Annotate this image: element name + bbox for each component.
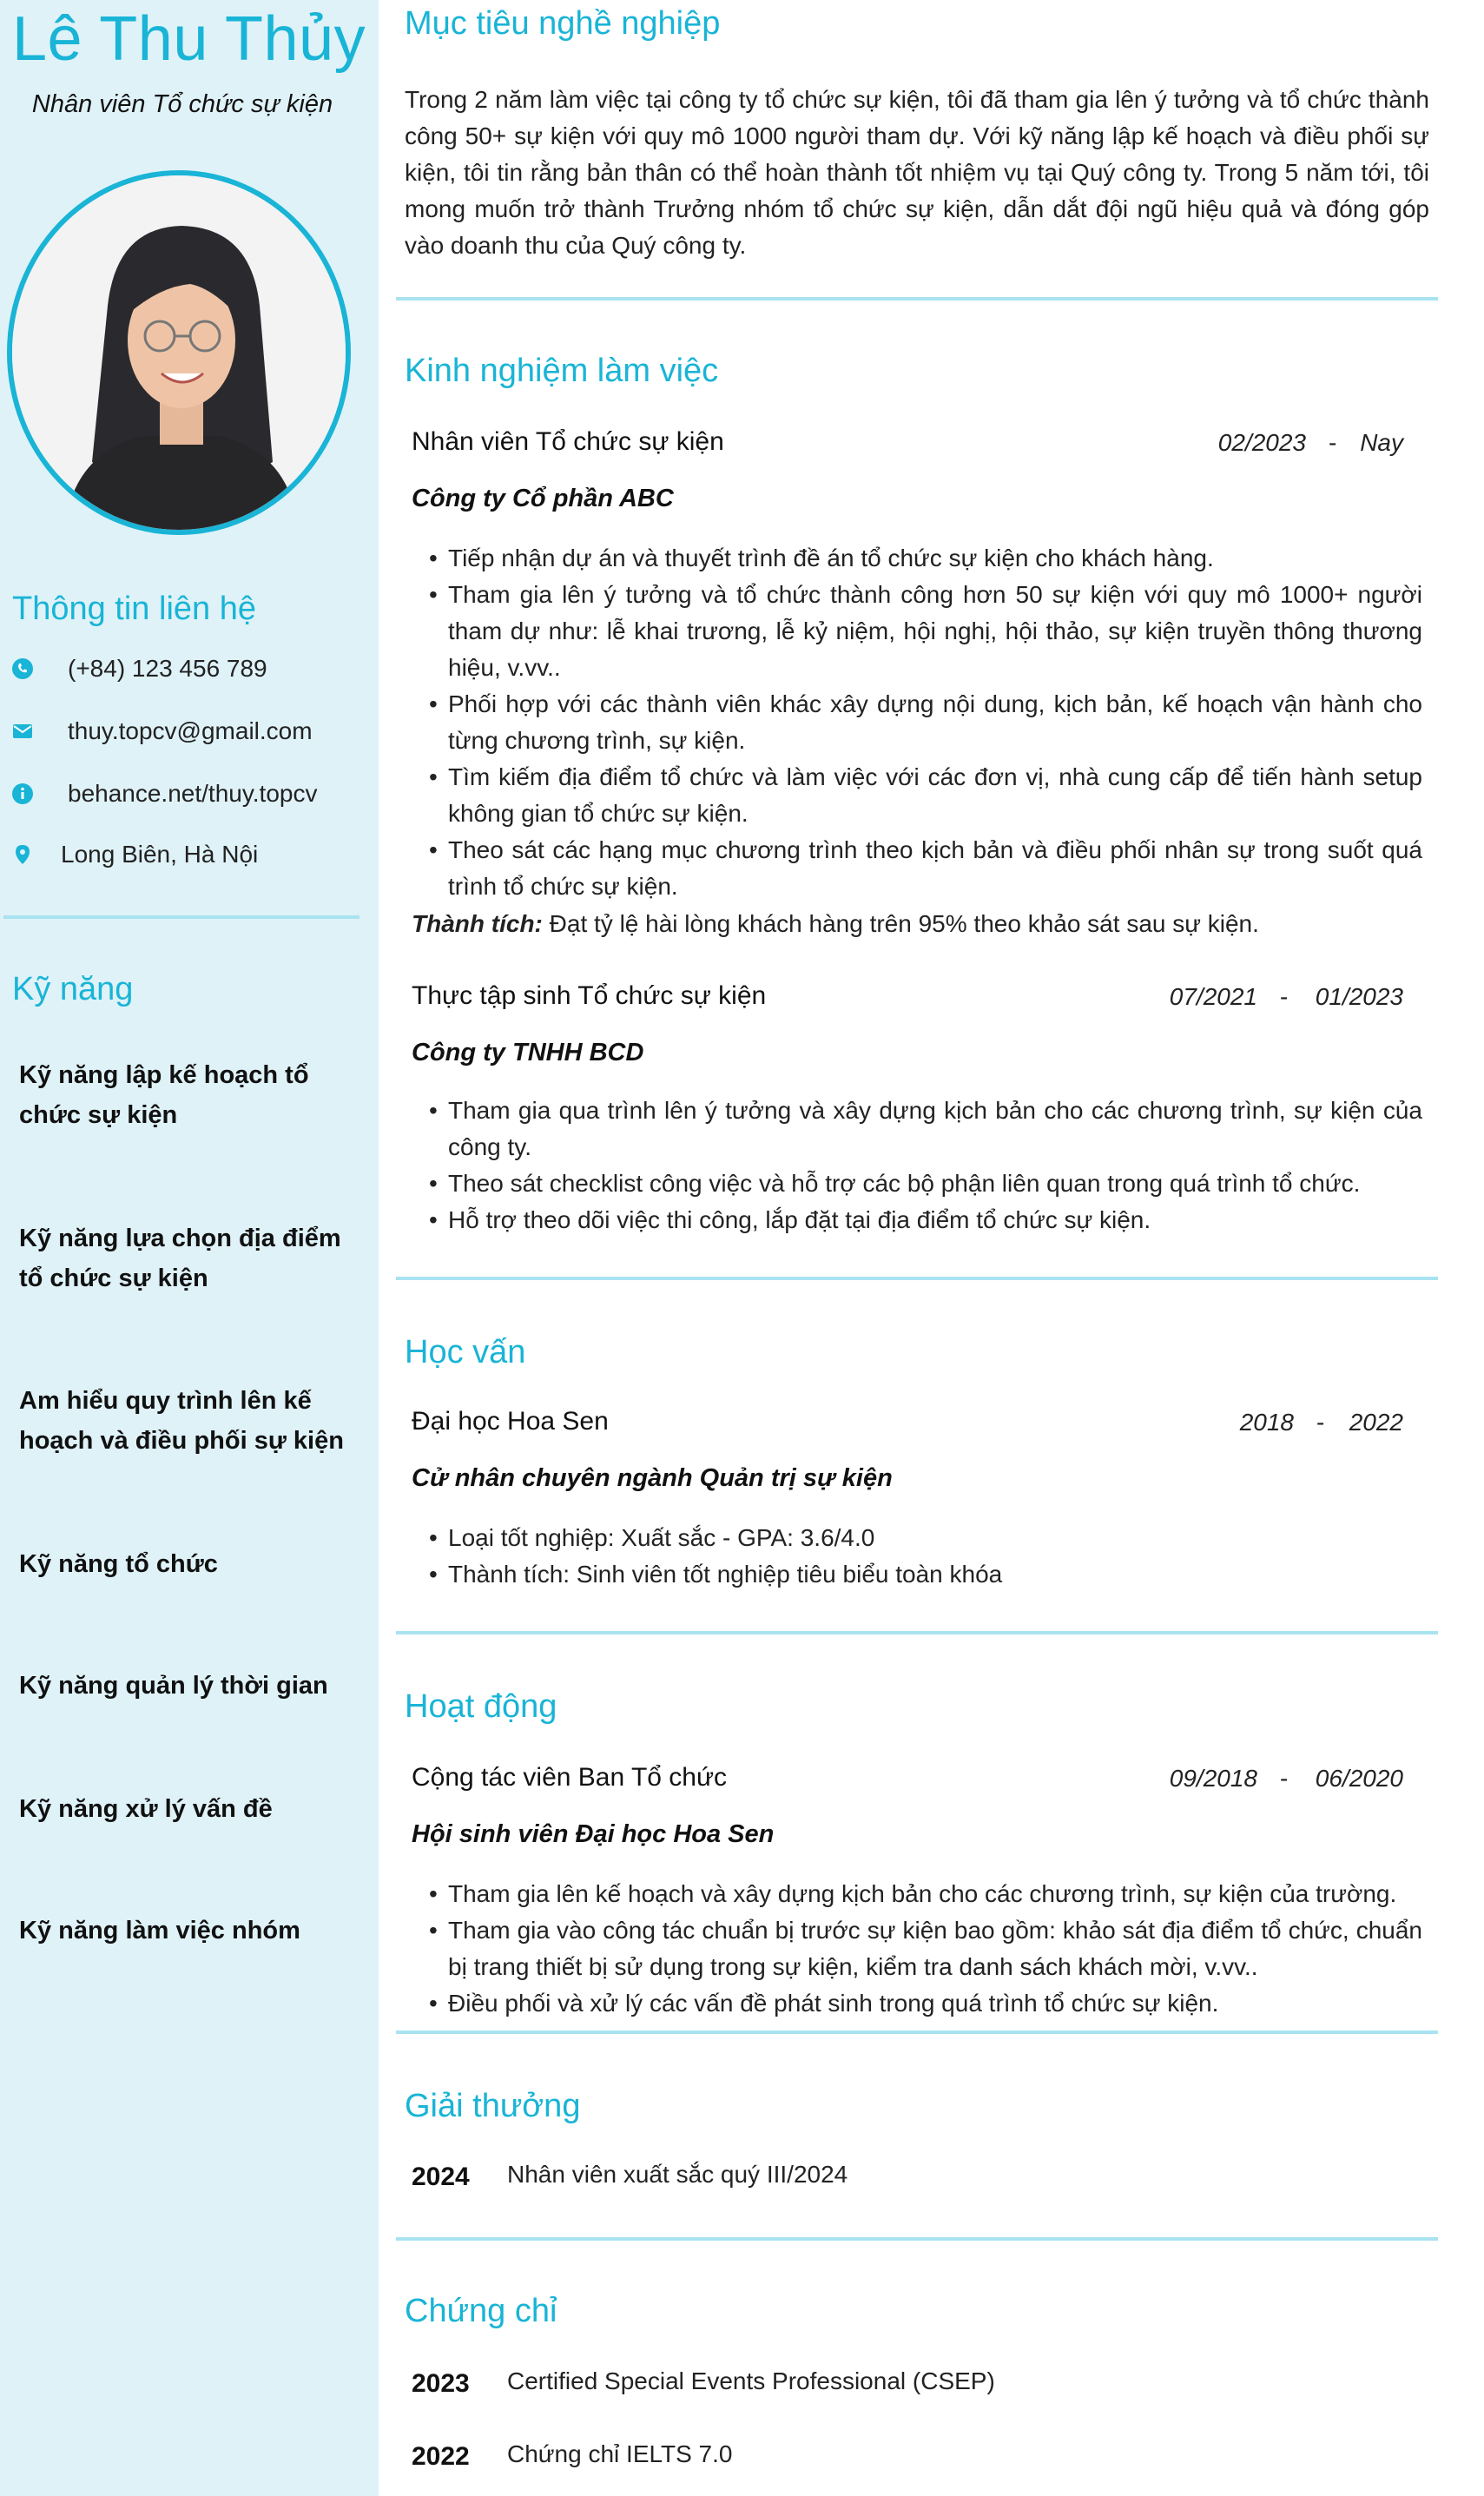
education-bullets [425, 1520, 1422, 1593]
certificate-text: Certified Special Events Professional (CSEP) [507, 2367, 995, 2394]
list-item: • Tìm kiếm địa điểm tổ chức và làm việc với các đơn vị, nhà cung cấp để tiến hành setup không gian tổ chức sự kiện. [425, 759, 1422, 832]
skill-item: Kỹ năng lập kế hoạch tổ chức sự kiện [19, 1061, 309, 1129]
email-icon [12, 721, 33, 742]
section-divider [396, 1277, 1438, 1280]
sidebar-divider [3, 915, 359, 919]
contact-heading: Thông tin liên hệ [12, 591, 256, 627]
list-item: • Tham gia lên ý tưởng và tổ chức thành công hơn 50 sự kiện với quy mô 1000+ người tham dự như: lễ khai trương, lễ kỷ niệm, hội nghị, hội thảo, sự kiện truyền thông thương hiệu, v.vv.. [425, 577, 1422, 686]
job-start-date: 02/2023 [1217, 429, 1306, 456]
contact-website[interactable] [12, 776, 368, 811]
job-title: Nhân viên Tổ chức sự kiện [412, 427, 724, 456]
objective-text: Trong 2 năm làm việc tại công ty tổ chức sự kiện, tôi đã tham gia lên ý tưởng và tổ chức thành công 50+ sự kiện với quy mô 1000 người tham dự. Với kỹ năng lập kế hoạch và điều phối sự kiện, tôi tin rằng bản thân có thể hoàn thành tốt nhiệm vụ tại Quý công ty. Trong 5 năm tới, tôi mong muốn trở thành Trưởng nhóm tổ chức sự kiện, dẫn dắt đội ngũ hiệu quả và đóng góp vào doanh thu của Quý công ty. [405, 86, 1429, 259]
activities-heading: Hoạt động [405, 1688, 557, 1725]
avatar-portrait [12, 175, 346, 530]
job-company: Công ty Cổ phần ABC [412, 485, 674, 512]
job-bullets [425, 540, 1422, 905]
location-pin-icon [12, 844, 33, 865]
info-icon [12, 783, 33, 804]
list-item: • Điều phối và xử lý các vấn đề phát sinh trong quá trình tổ chức sự kiện. [425, 1985, 1422, 2022]
job-bullets [425, 1093, 1422, 1238]
section-divider [396, 297, 1438, 300]
education-end: 2022 [1349, 1409, 1403, 1436]
education-heading: Học vấn [405, 1334, 526, 1370]
list-item: • Loại tốt nghiệp: Xuất sắc - GPA: 3.6/4.0 [425, 1520, 1422, 1556]
skill-item: Kỹ năng lựa chọn địa điểm tổ chức sự kiện [19, 1225, 341, 1292]
date-separator: - [1329, 429, 1337, 456]
contact-email[interactable] [12, 714, 368, 749]
skill-item: Am hiểu quy trình lên kế hoạch và điều phối sự kiện [19, 1387, 344, 1455]
experience-heading: Kinh nghiệm làm việc [405, 353, 719, 389]
achievement-text: Đạt tỷ lệ hài lòng khách hàng trên 95% theo khảo sát sau sự kiện. [549, 910, 1259, 937]
activity-start: 09/2018 [1169, 1765, 1257, 1792]
contact-phone-text: (+84) 123 456 789 [68, 655, 267, 682]
activity-end: 06/2020 [1315, 1765, 1403, 1792]
award-year: 2024 [412, 2163, 470, 2191]
section-divider [396, 2030, 1438, 2034]
job-end-date: 01/2023 [1315, 983, 1403, 1010]
certificate-year: 2022 [412, 2442, 470, 2471]
job-end-date: Nay [1360, 429, 1403, 456]
list-item: • Theo sát các hạng mục chương trình theo kịch bản và điều phối nhân sự trong suốt quá trình tổ chức sự kiện. [425, 832, 1422, 905]
activity-title: Cộng tác viên Ban Tổ chức [412, 1763, 728, 1792]
job-company: Công ty TNHH BCD [412, 1039, 644, 1066]
contact-address-text: Long Biên, Hà Nội [61, 841, 259, 868]
job-start-date: 07/2021 [1169, 983, 1257, 1010]
list-item: • Phối hợp với các thành viên khác xây dựng nội dung, kịch bản, kế hoạch vận hành cho từng chương trình, sự kiện. [425, 686, 1422, 759]
section-divider [396, 1631, 1438, 1634]
list-item: • Thành tích: Sinh viên tốt nghiệp tiêu biểu toàn khóa [425, 1556, 1422, 1593]
sidebar [0, 0, 379, 2496]
list-item: • Tham gia lên kế hoạch và xây dựng kịch bản cho các chương trình, sự kiện của trường. [425, 1876, 1422, 1912]
activity-org: Hội sinh viên Đại học Hoa Sen [412, 1820, 775, 1848]
date-separator: - [1280, 983, 1289, 1010]
certificate-year: 2023 [412, 2369, 470, 2398]
phone-icon [12, 658, 33, 679]
skills-heading: Kỹ năng [12, 971, 134, 1007]
awards-heading: Giải thưởng [405, 2088, 581, 2124]
date-separator: - [1316, 1409, 1325, 1436]
date-separator: - [1280, 1765, 1289, 1792]
candidate-job-title: Nhân viên Tổ chức sự kiện [31, 90, 333, 118]
candidate-name: Lê Thu Thủy [12, 4, 366, 74]
skill-item: Kỹ năng quản lý thời gian [19, 1672, 328, 1700]
list-item: • Hỗ trợ theo dõi việc thi công, lắp đặt tại địa điểm tổ chức sự kiện. [425, 1202, 1422, 1238]
objective-heading: Mục tiêu nghề nghiệp [405, 5, 721, 42]
job-achievement [412, 910, 1259, 938]
list-item: • Tiếp nhận dự án và thuyết trình đề án tổ chức sự kiện cho khách hàng. [425, 540, 1422, 577]
education-school: Đại học Hoa Sen [412, 1407, 609, 1436]
job-title: Thực tập sinh Tổ chức sự kiện [412, 981, 767, 1010]
section-divider [396, 2237, 1438, 2241]
contact-address [12, 837, 368, 872]
award-text: Nhân viên xuất sắc quý III/2024 [507, 2161, 848, 2188]
skill-item: Kỹ năng làm việc nhóm [19, 1917, 300, 1945]
skill-item: Kỹ năng tổ chức [19, 1550, 218, 1578]
list-item: • Theo sát checklist công việc và hỗ trợ các bộ phận liên quan trong quá trình tổ chức. [425, 1165, 1422, 1202]
list-item: • Tham gia vào công tác chuẩn bị trước sự kiện bao gồm: khảo sát địa điểm tổ chức, chuẩn bị trang thiết bị sử dụng trong sự kiện, kiểm tra danh sách khách mời, v.vv.. [425, 1912, 1422, 1985]
education-start: 2018 [1239, 1409, 1294, 1436]
contact-website-text: behance.net/thuy.topcv [68, 780, 318, 807]
activity-bullets [425, 1876, 1422, 2022]
skill-item: Kỹ năng xử lý vấn đề [19, 1795, 273, 1823]
achievement-label: Thành tích: [412, 910, 543, 937]
list-item: • Tham gia qua trình lên ý tưởng và xây dựng kịch bản cho các chương trình, sự kiện của công ty. [425, 1093, 1422, 1165]
education-degree: Cử nhân chuyên ngành Quản trị sự kiện [412, 1464, 893, 1492]
certificate-text: Chứng chỉ IELTS 7.0 [507, 2440, 733, 2467]
contact-phone[interactable] [12, 651, 368, 686]
certificates-heading: Chứng chỉ [405, 2293, 557, 2329]
contact-email-text: thuy.topcv@gmail.com [68, 717, 313, 744]
avatar [7, 170, 351, 535]
